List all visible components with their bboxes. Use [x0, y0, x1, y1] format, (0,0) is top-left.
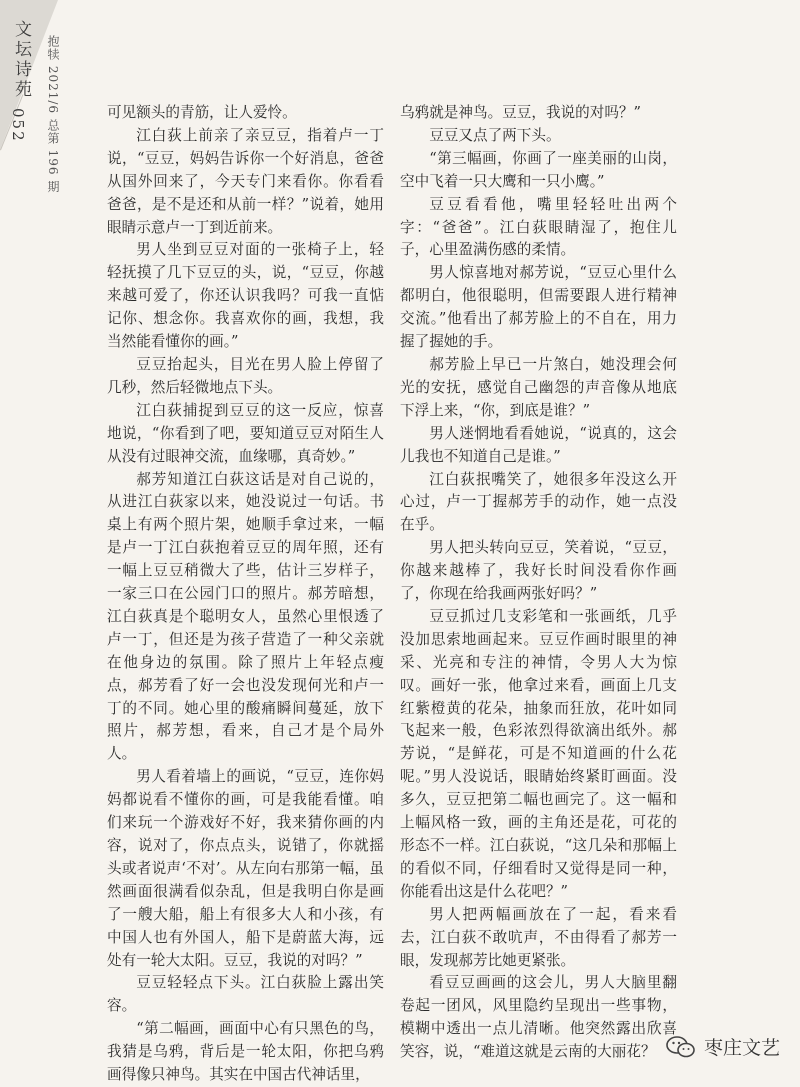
- paragraph: “第二幅画，画面中心有只黑色的鸟，我猜是乌鸦，背后是一轮太阳，你把乌鸦画得像只神鸟。其实在中国古代神话里，: [107, 1020, 384, 1084]
- paragraph: 男人惊喜地对郝芳说，“豆豆心里什么都明白，他很聪明，但需要跟人进行精神交流。”他看出了郝芳脸上的不自在，用力握了握她的手。: [400, 264, 677, 351]
- paragraph: 男人把头转向豆豆，笑着说，“豆豆，你越来越棒了，我好长时间没看你作画了，你现在给我画两张好吗？”: [400, 539, 677, 603]
- paragraph: 豆豆轻轻点下头。江白荻脸上露出笑容。: [107, 974, 384, 1015]
- section-title: 文坛诗苑: [11, 20, 31, 100]
- wechat-icon: [666, 1035, 696, 1059]
- paragraph: 郝芳脸上早已一片煞白，她没理会何光的安抚，感觉自己幽怨的声音像从地底下浮上来，“你，到底是谁？”: [400, 355, 677, 419]
- paragraph: 看豆豆画画的这会儿，男人大脑里翻卷起一团风，风里隐约呈现出一些事物，模糊中透出一点儿清晰。他突然露出欣喜笑容，说，“难道这就是云南的大丽花？: [400, 974, 677, 1061]
- paragraph: 豆豆抬起头，目光在男人脸上停留了几秒，然后轻微地点下头。: [107, 355, 384, 396]
- paragraph: “第三幅画，你画了一座美丽的山岗，空中飞着一只大鹰和一只小鹰。”: [400, 149, 677, 190]
- issue-info: 抱犊 2021/6 总第 196 期: [46, 35, 60, 194]
- paragraph: 乌鸦就是神鸟。豆豆，我说的对吗？”: [400, 104, 641, 121]
- paragraph: 江白荻上前亲了亲豆豆，指着卢一丁说，“豆豆，妈妈告诉你一个好消息，爸爸从国外回来了，今天专门来看你。你看看爸爸，是不是还和从前一样？”说着，她用眼睛示意卢一丁到近前来。: [107, 126, 384, 236]
- paragraph: 豆豆看看他，嘴里轻轻吐出两个字：“爸爸”。江白荻眼睛湿了，抱住儿子，心里盈满伤感的柔情。: [400, 195, 677, 259]
- paragraph: 江白荻抿嘴笑了，她很多年没这么开心过，卢一丁握郝芳手的动作，她一点没在乎。: [400, 470, 677, 534]
- page-number: 052: [9, 108, 27, 143]
- paragraph: 可见额头的青筋，让人爱怜。: [107, 104, 297, 121]
- paragraph: 江白荻捕捉到豆豆的这一反应，惊喜地说，“你看到了吧，要知道豆豆对陌生人从没有过眼神交流，血缘哪，真奇妙。”: [107, 401, 384, 465]
- article-left-column: [107, 102, 384, 1087]
- paragraph: 男人迷惘地看看她说，“说真的，这会儿我也不知道自己是谁。”: [400, 424, 677, 465]
- paragraph: 郝芳知道江白荻这话是对自己说的，从进江白荻家以来，她没说过一句话。书桌上有两个照片架，她顺手拿过来，一幅是卢一丁江白荻抱着豆豆的周年照，还有一幅上豆豆稍微大了些，估计三岁样子，一家三口在公园门口的照片。郝芳暗想，江白荻真是个聪明女人，虽然心里恨透了卢一丁，但还是为孩子营造了一种父亲就在他身边的氛围。除了照片上年轻点瘦点，郝芳看了好一会也没发现何光和卢一丁的不同。她心里的酸痛瞬间蔓延，放下照片，郝芳想，看来，自己才是个局外人。: [107, 470, 384, 763]
- paragraph: 豆豆又点了两下头。: [429, 126, 561, 144]
- watermark-logo: [666, 1033, 780, 1060]
- article-right-column: [400, 102, 677, 1064]
- paragraph: 豆豆抓过几支彩笔和一张画纸，几乎没加思索地画起来。豆豆作画时眼里的神采、光亮和专注的神情，令男人大为惊叹。画好一张，他拿过来看，画面上几支红紫橙黄的花朵，抽象而狂放，花叶如同飞起来一般，色彩浓烈得欲滴出纸外。郝芳说，“是鲜花，可是不知道画的什么花呢。”男人没说话，眼睛始终紧盯画面。没多久，豆豆把第二幅也画完了。这一幅和上幅风格一致，画的主角还是花，可花的形态不一样。江白荻说，“这几朵和那幅上的看似不同，仔细看时又觉得是同一种，你能看出这是什么花吧？”: [400, 607, 677, 900]
- paragraph: 男人看着墙上的画说，“豆豆，连你妈妈都说看不懂你的画，可是我能看懂。咱们来玩一个游戏好不好，我来猜你画的内容，说对了，你点点头，说错了，你就摇头或者说声‘不对’。从左向右那第一幅，虽然画面很满看似杂乱，但是我明白你是画了一艘大船，船上有很多大人和小孩，有中国人也有外国人，船下是蔚蓝大海，远处有一轮大太阳。豆豆，我说的对吗？”: [107, 768, 384, 969]
- paragraph: 男人把两幅画放在了一起，看来看去，江白荻不敢吭声，不由得看了郝芳一眼，发现郝芳比她更紧张。: [400, 905, 677, 969]
- watermark-text: 枣庄文艺: [703, 1037, 780, 1059]
- paragraph: 男人坐到豆豆对面的一张椅子上，轻轻抚摸了几下豆豆的头，说，“豆豆，你越来越可爱了，你还认识我吗？可我一直惦记你、想念你。我喜欢你的画，我想，我当然能看懂你的画。”: [107, 241, 384, 351]
